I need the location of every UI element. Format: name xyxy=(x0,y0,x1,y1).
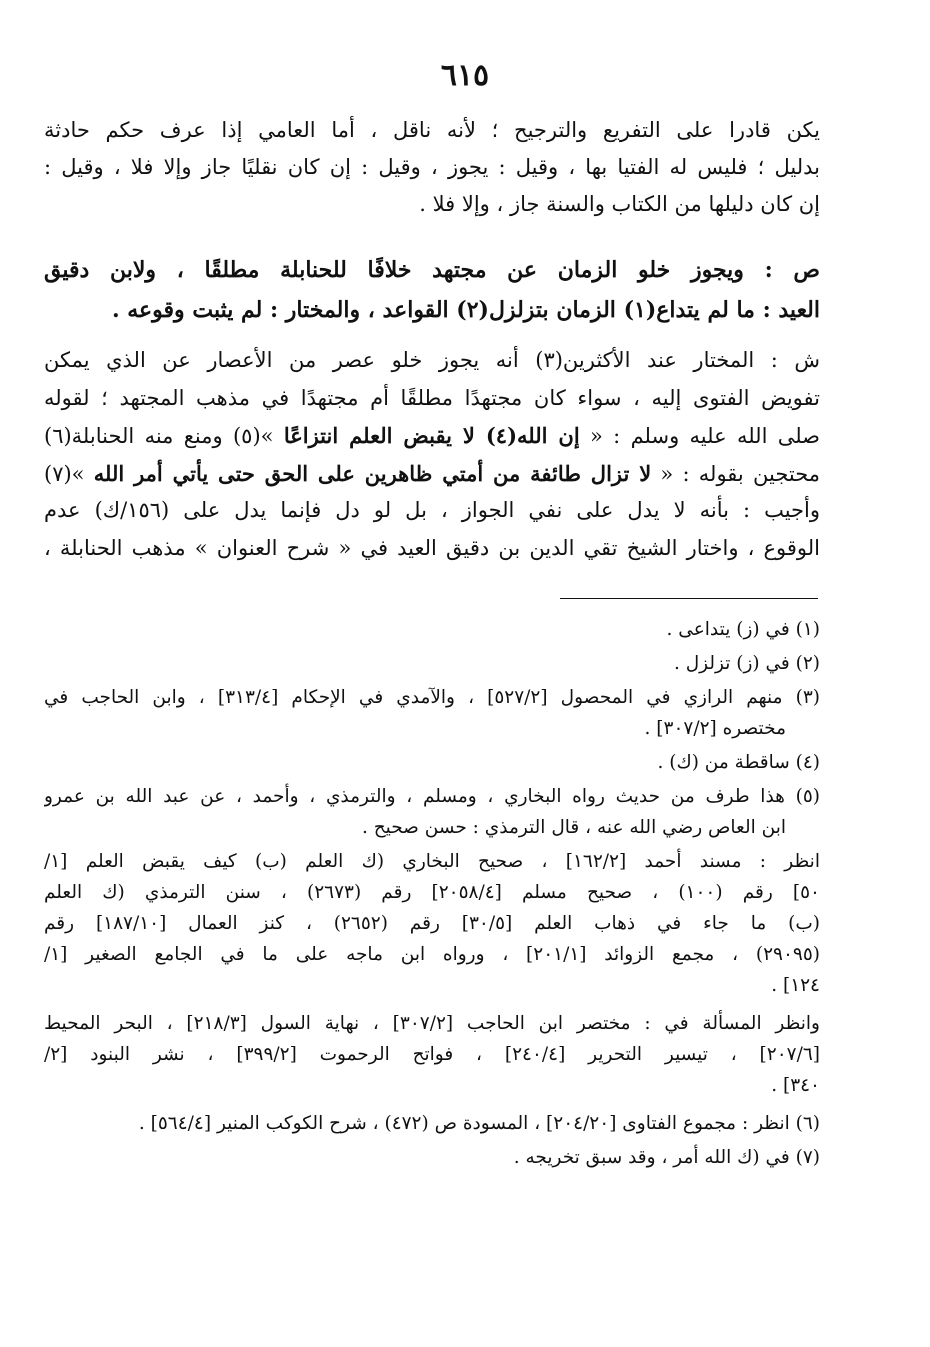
text-line: وأجيب : بأنه لا يدل على نفي الجواز ، بل لو دل فإنما يدل على (١٥٦/ك) عدم xyxy=(44,498,820,522)
text-fragment: »(٧) xyxy=(44,461,94,486)
text-line: يكن قادرا على التفريع والترجيح ؛ لأنه ناقل ، أما العامي إذا عرف حكم حادثة xyxy=(44,118,820,142)
footnote-3 xyxy=(44,682,820,744)
footnote-2 xyxy=(44,648,820,679)
footnote-line: (٢٩٠٩٥) ، مجمع الزوائد [٢٠١/١] ، ورواه ابن ماجه على ما في الجامع الصغير [١/ xyxy=(44,944,820,965)
footnote-7 xyxy=(44,1142,820,1173)
text-fragment: محتجين بقوله : « xyxy=(651,461,820,486)
text-line: إن كان دليلها من الكتاب والسنة جاز ، وإلا فلا . xyxy=(419,192,820,216)
sharh-paragraph xyxy=(44,342,820,567)
text-line: بدليل ؛ فليس له الفتيا بها ، وقيل : يجوز ، وقيل : إن كان نقليًا جاز وإلا فلا ، وقيل : xyxy=(44,155,820,179)
footnote-4 xyxy=(44,747,820,778)
footnote-line: (٧) في (ك الله أمر ، وقد سبق تخريجه . xyxy=(513,1147,820,1168)
footnote-divider xyxy=(560,598,818,599)
hadith-quote: لا تزال طائفة من أمتي ظاهرين على الحق حتى يأتي أمر الله xyxy=(93,460,652,486)
footnote-line: ابن العاص رضي الله عنه ، قال الترمذي : حسن صحيح . xyxy=(361,817,786,838)
footnote-5-see-also xyxy=(44,1008,820,1101)
matn-paragraph xyxy=(44,250,820,330)
footnote-line: ٣٤٠] . xyxy=(771,1075,820,1096)
footnote-line: مختصره [٣٠٧/٢] . xyxy=(644,718,786,739)
footnote-line: (٤) ساقطة من (ك) . xyxy=(657,752,820,773)
footnote-line: [٢٠٧/٦] ، تيسير التحرير [٢٤٠/٤] ، فواتح الرحموت [٣٩٩/٢] ، نشر البنود [٢/ xyxy=(44,1044,820,1065)
footnote-line: (٣) منهم الرازي في المحصول [٥٢٧/٢] ، والآمدي في الإحكام [٣١٣/٤] ، وابن الحاجب في xyxy=(44,687,820,708)
text-line: ش : المختار عند الأكثرين(٣) أنه يجوز خلو عصر من الأعصار عن الذي يمكن xyxy=(44,348,820,372)
footnote-line: انظر : مسند أحمد [١٦٢/٢] ، صحيح البخاري (ك العلم (ب) كيف يقبض العلم [١/ xyxy=(44,851,820,872)
footnote-5-references xyxy=(44,846,820,1001)
footnote-line: (ب) ما جاء في ذهاب العلم [٣٠/٥] رقم (٢٦٥٢) ، كنز العمال [١٨٧/١٠] رقم xyxy=(44,913,820,934)
footnote-line: ٥٠] رقم (١٠٠) ، صحيح مسلم [٢٠٥٨/٤] رقم (٢٦٧٣) ، سنن الترمذي (ك العلم xyxy=(44,882,820,903)
footnote-line: (٥) هذا طرف من حديث رواه البخاري ، ومسلم ، والترمذي ، وأحمد ، عن عبد الله بن عمرو xyxy=(44,786,820,807)
text-fragment: »(٥) ومنع منه الحنابلة(٦) xyxy=(44,424,284,448)
page-number: ٦١٥ xyxy=(440,58,490,93)
hadith-quote: إن الله(٤) لا يقبض العلم انتزاعًا xyxy=(283,423,580,448)
text-line xyxy=(44,417,820,455)
footnote-line: (٢) في (ز) تزلزل . xyxy=(673,653,820,674)
footnote-6 xyxy=(44,1108,820,1139)
paragraph-continuation xyxy=(44,112,820,223)
matn-line: ص : ويجوز خلو الزمان عن مجتهد خلافًا للحنابلة مطلقًا ، ولابن دقيق xyxy=(44,257,820,283)
footnote-5 xyxy=(44,781,820,843)
footnote-line: (١) في (ز) يتداعى . xyxy=(666,619,820,640)
text-line: تفويض الفتوى إليه ، سواء كان مجتهدًا مطلقًا أم مجتهدًا في مذهب المجتهد ؛ لقوله xyxy=(44,385,820,410)
text-line xyxy=(44,455,820,493)
text-line: الوقوع ، واختار الشيخ تقي الدين بن دقيق العيد في « شرح العنوان » مذهب الحنابلة ، xyxy=(44,535,820,560)
matn-line: العيد : ما لم يتداع(١) الزمان بتزلزل(٢) القواعد ، والمختار : لم يثبت وقوعه . xyxy=(111,297,820,323)
footnote-1 xyxy=(44,614,820,645)
text-fragment: صلى الله عليه وسلم : « xyxy=(579,424,820,448)
footnote-line: ١٢٤] . xyxy=(771,975,820,996)
footnote-line: (٦) انظر : مجموع الفتاوى [٢٠٤/٢٠] ، المسودة ص (٤٧٢) ، شرح الكوكب المنير [٥٦٤/٤] . xyxy=(138,1113,820,1134)
footnotes xyxy=(44,614,820,1173)
footnote-line: وانظر المسألة في : مختصر ابن الحاجب [٣٠٧/٢] ، نهاية السول [٢١٨/٣] ، البحر المحيط xyxy=(44,1013,820,1034)
